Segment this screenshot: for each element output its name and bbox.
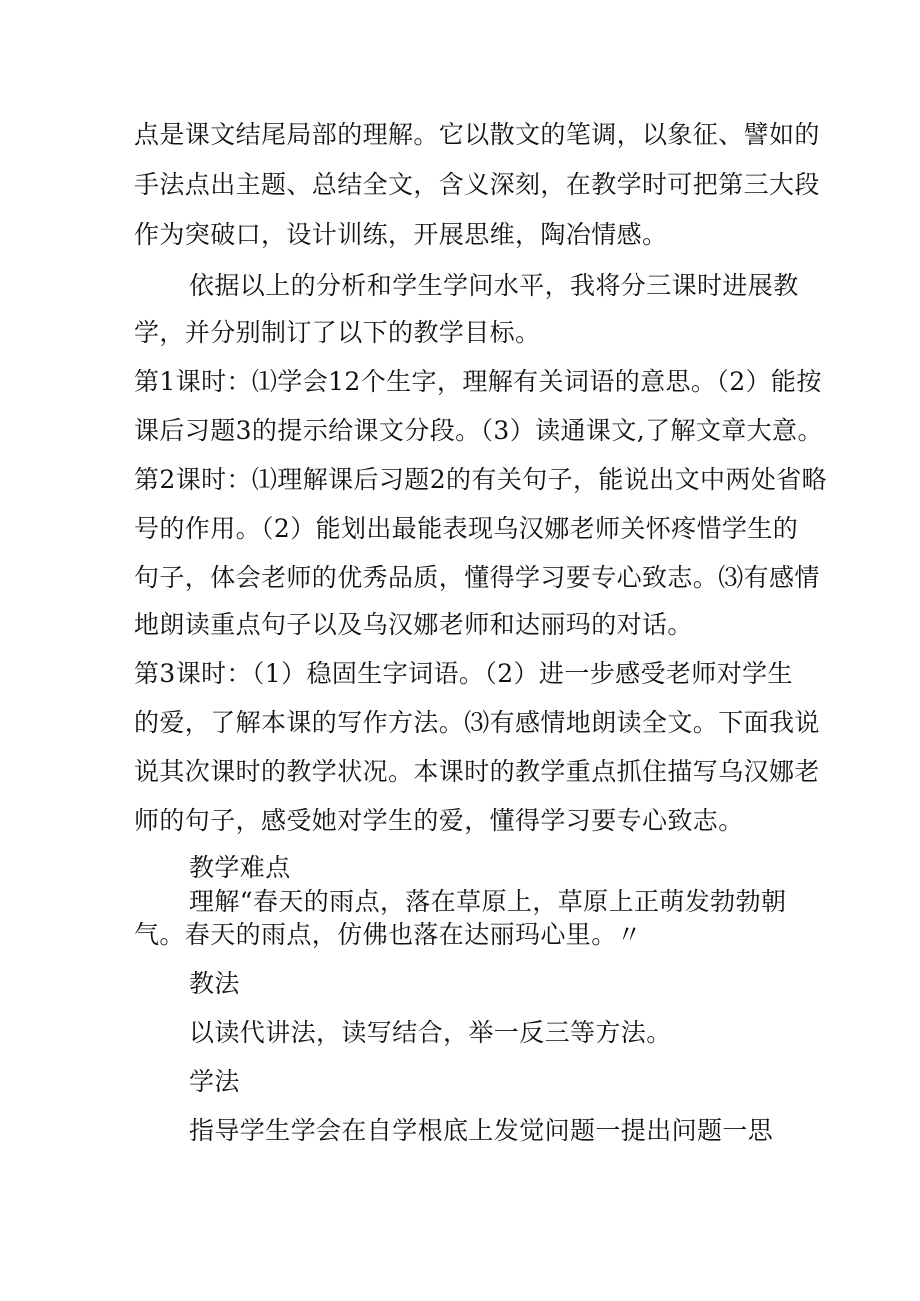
section-heading: 教法: [189, 969, 240, 998]
text-line: 理解“春天的雨点，落在草原上，草原上正萌发勃勃朝: [189, 887, 787, 916]
text-line: 第1课时：⑴学会12个生字，理解有关词语的意思。（2）能按: [134, 367, 822, 396]
text-line: 以读代讲法，读写结合，举一反三等方法。: [189, 1018, 672, 1047]
text-line: 地朗读重点句子以及乌汉娜老师和达丽玛的对话。: [134, 610, 693, 639]
text-line: 点是课文结尾局部的理解。它以散文的笔调，以象征、譬如的: [134, 120, 820, 149]
section-heading: 教学难点: [189, 853, 291, 882]
text-line: 号的作用。（2）能划出最能表现乌汉娜老师关怀疼惜学生的: [134, 514, 799, 543]
section-heading: 学法: [189, 1067, 240, 1096]
text-line: 指导学生学会在自学根底上发觉问题一提出问题一思: [189, 1116, 774, 1145]
text-line: 说其次课时的教学状况。本课时的教学重点抓住描写乌汉娜老: [134, 757, 820, 786]
text-line: 学，并分别制订了以下的教学目标。: [134, 318, 541, 347]
text-line: 的爱，了解本课的写作方法。⑶有感情地朗读全文。下面我说: [134, 708, 820, 737]
text-line: 依据以上的分析和学生学问水平，我将分三课时进展教: [189, 271, 799, 300]
text-line: 课后习题3的提示给课文分段。（3）读通课文,了解文章大意。: [134, 416, 823, 445]
text-line: 手法点出主题、总结全文，含义深刻，在教学时可把第三大段: [134, 170, 820, 199]
text-line: 气。春天的雨点，仿佛也落在达丽玛心里。〃: [134, 920, 643, 949]
text-line: 第3课时：（1）稳固生字词语。（2）进一步感受老师对学生: [134, 659, 793, 688]
text-line: 师的句子，感受她对学生的爱，懂得学习要专心致志。: [134, 806, 744, 835]
text-line: 句子，体会老师的优秀品质，懂得学习要专心致志。⑶有感情: [134, 563, 820, 592]
text-line: 第2课时：⑴理解课后习题2的有关句子，能说出文中两处省略: [134, 465, 828, 494]
text-line: 作为突破口，设计训练，开展思维，陶冶情感。: [134, 220, 668, 249]
